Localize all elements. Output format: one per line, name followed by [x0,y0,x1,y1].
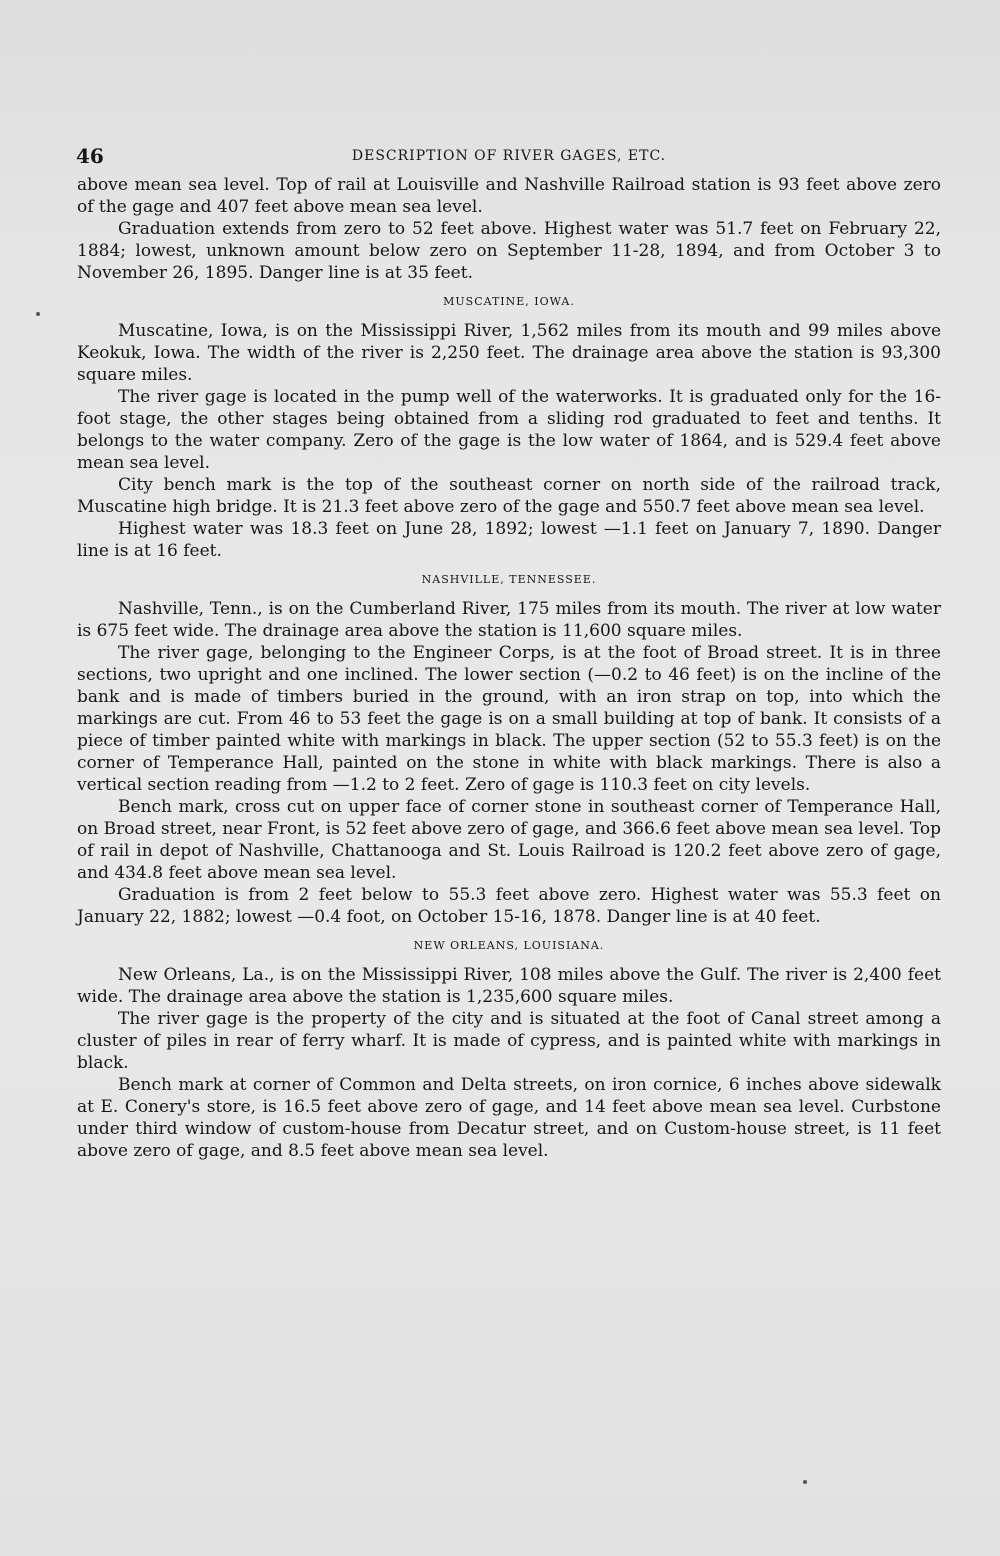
section-new-orleans [77,938,941,1162]
running-title: DESCRIPTION OF RIVER GAGES, ETC. [351,148,667,164]
paragraph: Graduation extends from zero to 52 feet above. Highest water was 51.7 feet on February 22, 1884; lowest, unknown amount below zero on September 11-28, 1894, and from October 3 to November 26, 1895. Danger line is at 35 feet. [77,219,941,283]
paragraph: The river gage is located in the pump well of the waterworks. It is graduated only for the 16-foot stage, the other stages being obtained from a sliding rod graduated to feet and tenths. It belongs to the water company. Zero of the gage is the low water of 1864, and is 529.4 feet above mean sea level. [77,387,941,473]
paragraph: Nashville, Tenn., is on the Cumberland River, 175 miles from its mouth. The river at low water is 675 feet wide. The drainage area above the station is 11,600 square miles. [77,599,941,641]
section-heading: MUSCATINE, IOWA. [443,295,575,308]
section-nashville [77,572,941,928]
paragraph: Bench mark, cross cut on upper face of corner stone in southeast corner of Temperance Hall, on Broad street, near Front, is 52 feet above zero of gage, and 366.6 feet above mean sea level. Top of rail in depot of Nashville, Chattanooga and St. Louis Railroad is 120.2 feet above zero of gage, and 434.8 feet above mean sea level. [77,797,941,883]
paragraph: New Orleans, La., is on the Mississippi River, 108 miles above the Gulf. The river is 2,400 feet wide. The drainage area above the station is 1,235,600 square miles. [77,965,941,1007]
margin-speck [803,1480,807,1484]
section-heading: NEW ORLEANS, LOUISIANA. [413,939,605,952]
running-header [77,144,941,170]
paragraph: Highest water was 18.3 feet on June 28, 1892; lowest —1.1 feet on January 7, 1890. Danger line is at 16 feet. [77,519,941,561]
paragraph: The river gage, belonging to the Engineer Corps, is at the foot of Broad street. It is in three sections, two upright and one inclined. The lower section (—0.2 to 46 feet) is on the incline of the bank and is made of timbers buried in the ground, with an iron strap on top, into which the markings are cut. From 46 to 53 feet the gage is on a small building at top of bank. It consists of a piece of timber painted white with markings in black. The upper section (52 to 55.3 feet) is on the corner of Temperance Hall, painted on the stone in white with black markings. There is also a vertical section reading from —1.2 to 2 feet. Zero of gage is 110.3 feet on city levels. [77,643,941,795]
paragraph: Graduation is from 2 feet below to 55.3 feet above zero. Highest water was 55.3 feet on January 22, 1882; lowest —0.4 foot, on October 15-16, 1878. Danger line is at 40 feet. [77,885,941,927]
paragraph: above mean sea level. Top of rail at Louisville and Nashville Railroad station is 93 feet above zero of the gage and 407 feet above mean sea level. [77,175,941,217]
paragraph: Bench mark at corner of Common and Delta streets, on iron cornice, 6 inches above sidewalk at E. Conery's store, is 16.5 feet above zero of gage, and 14 feet above mean sea level. Curbstone under third window of custom-house from Decatur street, and on Custom-house street, is 11 feet above zero of gage, and 8.5 feet above mean sea level. [77,1075,941,1161]
section-muscatine [77,294,941,562]
section-heading: NASHVILLE, TENNESSEE. [421,573,597,586]
page-content [77,144,941,1162]
paragraph: The river gage is the property of the city and is situated at the foot of Canal street among a cluster of piles in rear of ferry wharf. It is made of cypress, and is painted white with markings in black. [77,1009,941,1073]
margin-speck [36,312,40,316]
paragraph: Muscatine, Iowa, is on the Mississippi River, 1,562 miles from its mouth and 99 miles above Keokuk, Iowa. The width of the river is 2,250 feet. The drainage area above the station is 93,300 square miles. [77,321,941,385]
intro-text [77,174,941,284]
paragraph: City bench mark is the top of the southeast corner on north side of the railroad track, Muscatine high bridge. It is 21.3 feet above zero of the gage and 550.7 feet above mean sea level. [77,475,941,517]
page-number: 46 [76,144,104,168]
